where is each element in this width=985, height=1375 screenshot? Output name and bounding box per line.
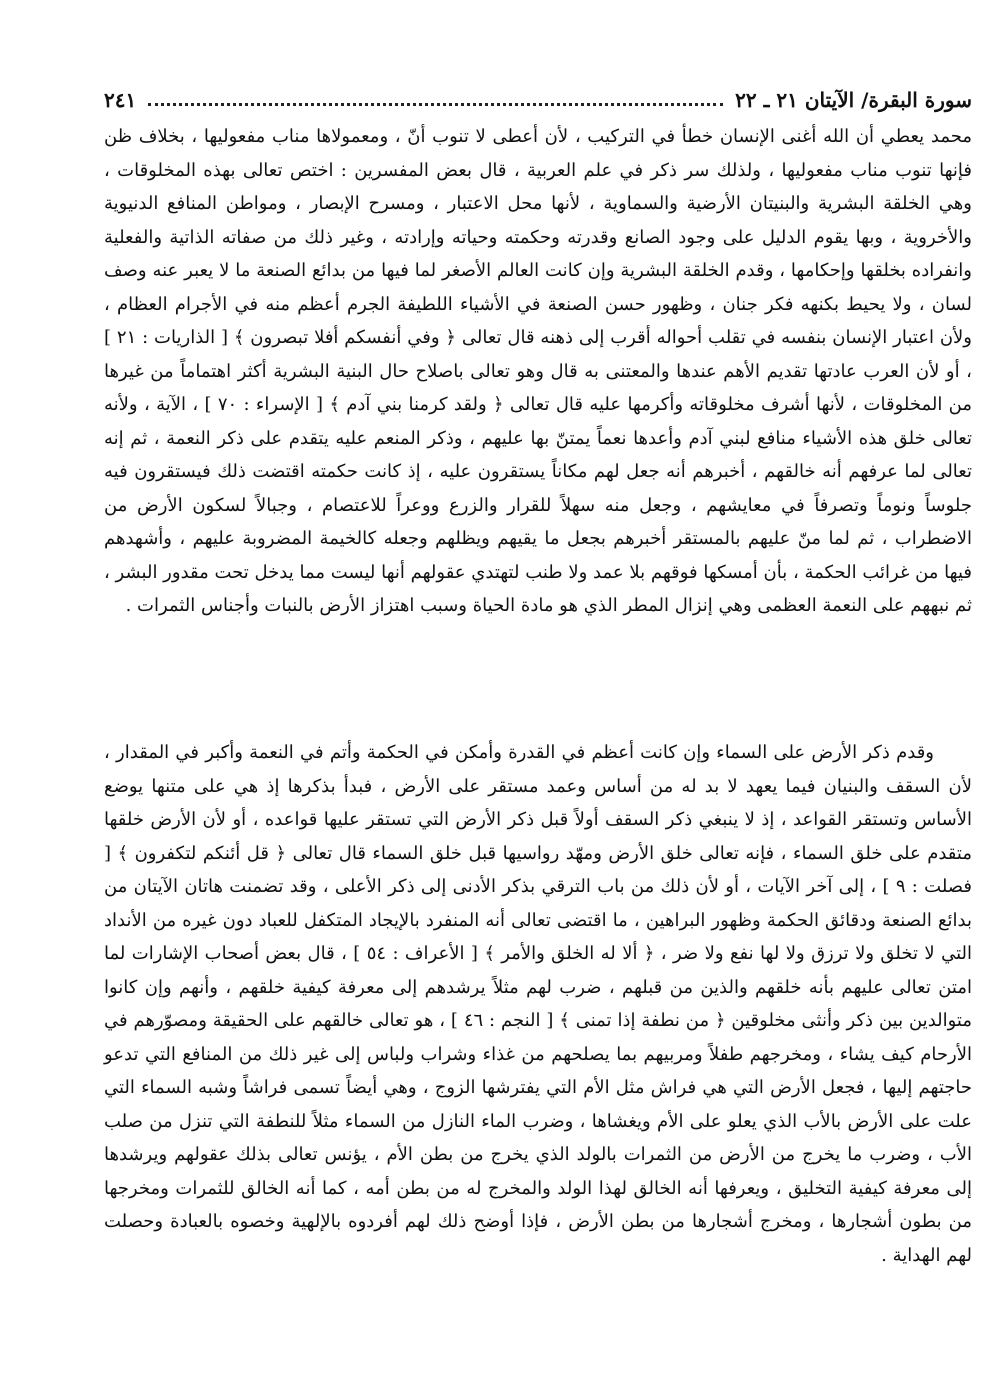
dotted-leader — [148, 103, 723, 106]
body-paragraph: وقدم ذكر الأرض على السماء وإن كانت أعظم في القدرة وأمكن في الحكمة وأتم في النعمة وأكبر في المقدار ، لأن السقف والبنيان فيما يعهد لا بد له من أساس وعمد مستقر على الأرض ، فبدأ بذكرها إذ هي على متنها يوضع الأساس وتستقر القواعد ، إذ لا ينبغي ذكر السقف أولاً قبل ذكر الأرض التي تستقر عليها قواعده ، أو لأن الأرض خلقها متقدم على خلق السماء ، فإنه تعالى خلق الأرض ومهّد رواسيها قبل خلق السماء قال تعالى ﴿ قل أئنكم لتكفرون ﴾ [ فصلت : ٩ ] ، إلى آخر الآيات ، أو لأن ذلك من باب الترقي بذكر الأدنى إلى ذكر الأعلى ، وقد تضمنت هاتان الآيتان من بدائع الصنعة ودقائق الحكمة وظهور البراهين ، ما اقتضى تعالى أنه المنفرد بالإيجاد المتكفل للعباد دون غيره من الأنداد التي لا تخلق ولا ترزق ولا لها نفع ولا ضر ، ﴿ ألا له الخلق والأمر ﴾ [ الأعراف : ٥٤ ] ، قال بعض أصحاب الإشارات لما امتن تعالى عليهم بأنه خلقهم والذين من قبلهم ، ضرب لهم مثلاً يرشدهم إلى معرفة كيفية خلقهم ، وأنهم وإن كانوا متوالدين بين ذكر وأنثى مخلوقين ﴿ من نطفة إذا تمنى ﴾ [ النجم : ٤٦ ] ، هو تعالى خالقهم على الحقيقة ومصوّرهم في الأرحام كيف يشاء ، ومخرجهم طفلاً ومربيهم بما يصلحهم من غذاء وشراب ولباس إلى غير ذلك من المنافع التي تدعو حاجتهم إليها ، فجعل الأرض التي هي فراش مثل الأم التي يفترشها الزوج ، وهي أيضاً تسمى فراشاً وشبه السماء التي علت على الأرض بالأب الذي يعلو على الأم ويغشاها ، وضرب الماء النازل من السماء مثلاً للنطفة التي تنزل من صلب الأب ، وضرب ما يخرج من الأرض من الثمرات بالولد الذي يخرج من بطن الأم ، يؤنس تعالى بذلك عقولهم ويرشدها إلى معرفة كيفية التخليق ، ويعرفها أنه الخالق لهذا الولد والمخرج له من بطن أمه ، كما أنه الخالق للثمرات ومخرجها من بطون أشجارها ، ومخرج أشجارها من بطن الأرض ، فإذا أوضح ذلك لهم أفردوه بالإلهية وخصوه بالعبادة وحصلت لهم الهداية . — [104, 742, 972, 1266]
running-header — [104, 82, 972, 112]
body-paragraph: محمد يعطي أن الله أغنى الإنسان خطأ في التركيب ، لأن أعطى لا تنوب أنّ ، ومعمولاها مناب مفعوليها ، بخلاف ظن فإنها تنوب مناب مفعوليها ، ولذلك سر ذكر في علم العربية ، قال بعض المفسرين : اختص تعالى بهذه المخلوقات ، وهي الخلقة البشرية والبنيتان الأرضية والسماوية ، لأنها محل الاعتبار ، ومسرح الإبصار ، ومواطن المنافع الدنيوية والأخروية ، وبها يقوم الدليل على وجود الصانع وقدرته وحكمته وحياته وإرادته ، وغير ذلك من صفاته الذاتية والفعلية وانفراده بخلقها وإحكامها ، وقدم الخلقة البشرية وإن كانت العالم الأصغر لما فيها من بدائع الصنعة ما لا يعبر عنه وصف لسان ، ولا يحيط بكنهه فكر جنان ، وظهور حسن الصنعة في الأشياء اللطيفة الجرم أعظم منه في الأجرام العظام ، ولأن اعتبار الإنسان بنفسه في تقلب أحواله أقرب إلى ذهنه قال تعالى ﴿ وفي أنفسكم أفلا تبصرون ﴾ [ الذاريات : ٢١ ] ، أو لأن العرب عادتها تقديم الأهم عندها والمعتنى به قال وهو تعالى باصلاح حال البنية البشرية أكثر اهتماماً من غيرها من المخلوقات ، لأنها أشرف مخلوقاته وأكرمها عليه قال تعالى ﴿ ولقد كرمنا بني آدم ﴾ [ الإسراء : ٧٠ ] ، الآية ، ولأنه تعالى خلق هذه الأشياء منافع لبني آدم وأعدها نعماً يمتنّ بها عليهم ، وذكر المنعم عليه يتقدم على ذكر النعمة ، ثم إنه تعالى لما عرفهم أنه خالقهم ، أخبرهم أنه جعل لهم مكاناً يستقرون عليه ، إذ كانت حكمته اقتضت ذلك فيستقرون فيه جلوساً ونوماً وتصرفاً في معايشهم ، وجعل منه سهلاً للقرار والزرع ووعراً للاعتصام ، وجبالاً لسكون الأرض من الاضطراب ، ثم لما منّ عليهم بالمستقر أخبرهم بجعل ما يقيهم ويظلهم وجعله كالخيمة المضروبة عليهم ، وأشهدهم فيها من غرائب الحكمة ، بأن أمسكها فوقهم بلا عمد ولا طنب لتهتدي عقولهم أنها ليست مما يدخل تحت مقدور البشر ، ثم نبههم على النعمة العظمى وهي إنزال المطر الذي هو مادة الحياة وسبب اهتزاز الأرض بالنبات وأجناس الثمرات . — [104, 126, 973, 616]
running-header-title: سورة البقرة/ الآيتان ٢١ ـ ٢٢ — [735, 88, 972, 112]
page-number: ٢٤١ — [104, 88, 137, 112]
